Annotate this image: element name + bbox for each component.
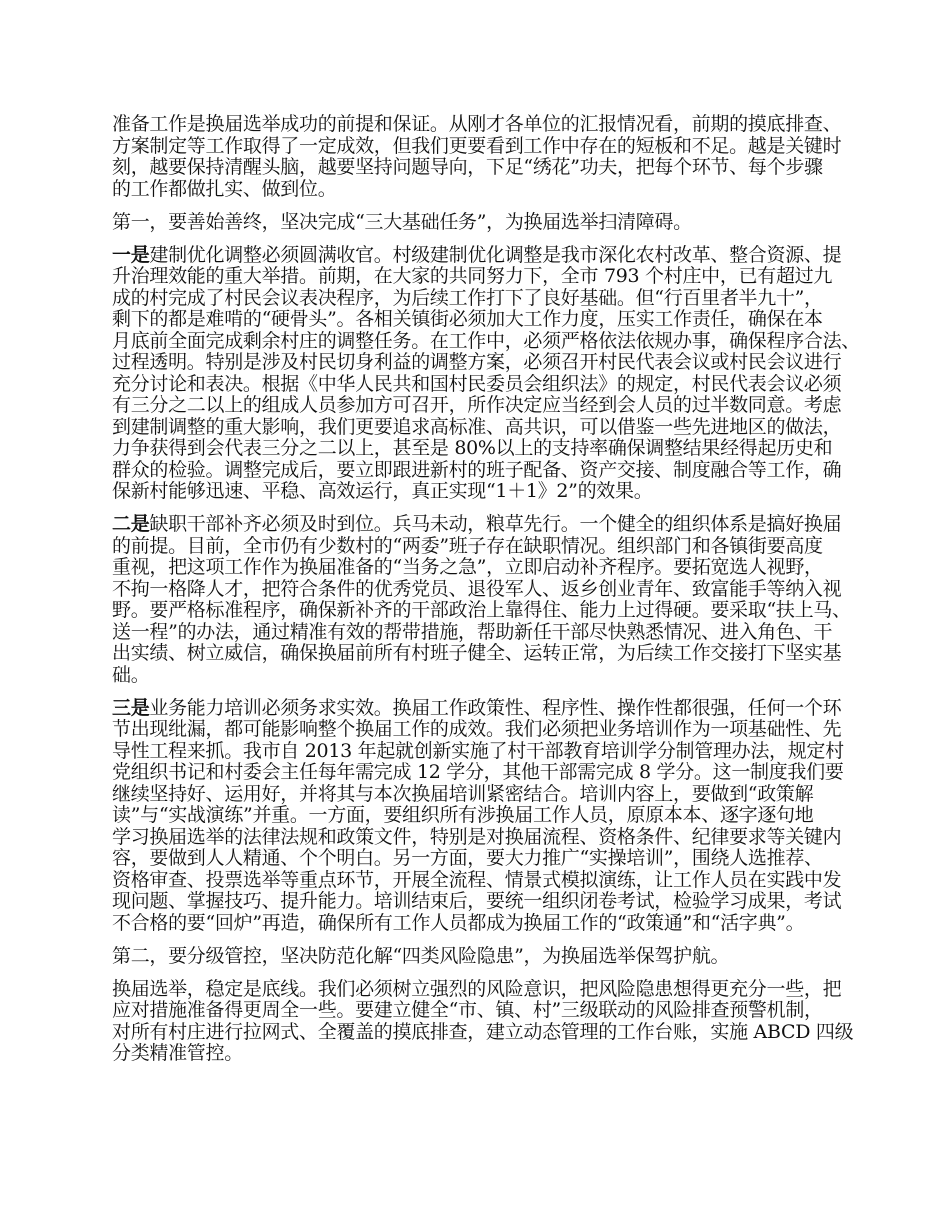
line-text: 换届选举，稳定是底线。我们必须树立强烈的风险意识，把风险隐患想得更充分一些，把	[112, 977, 842, 1000]
line-text: 月底前全面完成剩余村庄的调整任务。在工作中，必须严格依法依规办事，确保程序合法、	[112, 329, 861, 352]
line-text: 充分讨论和表决。根据《中华人民共和国村民委员会组织法》的规定，村民代表会议必须	[112, 372, 842, 395]
line-text: 重视，把这项工作作为换届准备的“当务之急”，立即启动补齐程序。要拓宽选人视野，	[112, 556, 823, 578]
paragraph-lead: 一是	[112, 243, 150, 266]
line-text: 的工作都做扎实、做到位。	[112, 177, 337, 200]
paragraph	[112, 513, 851, 686]
text-line	[112, 352, 847, 374]
line-text: 不合格的要“回炉”再造，确保所有工作人员都成为换届工作的“政策通”和“活字典”。	[112, 911, 805, 934]
text-line	[112, 309, 847, 331]
line-text: 送一程”的办法，通过精准有效的帮带措施，帮助新任干部尽快熟悉情况、进入角色、干	[112, 620, 833, 643]
text-line	[112, 114, 847, 136]
paragraph-lead: 三是	[112, 696, 150, 719]
paragraph	[112, 114, 847, 200]
text-line	[112, 891, 847, 913]
line-text: 的前提。目前，全市仍有少数村的“两委”班子存在缺职情况。组织部门和各镇街要高度	[112, 534, 823, 557]
line-text: 剩下的都是难啃的“硬骨头”。各相关镇街必须加大工作力度，压实工作责任，确保在本	[112, 308, 823, 330]
text-line	[112, 212, 847, 234]
line-text: 第一，要善始善终，坚决完成“三大基础任务”，为换届选举扫清障碍。	[112, 210, 692, 233]
text-line	[112, 848, 847, 870]
line-text: 方案制定等工作取得了一定成效，但我们更要看到工作中存在的短板和不足。越是关键时	[112, 134, 842, 157]
text-line	[112, 514, 847, 536]
line-text: 准备工作是换届选举成功的前提和保证。从刚才各单位的汇报情况看，前期的摸底排查、	[112, 113, 842, 135]
paragraph	[112, 212, 847, 234]
line-text: 资格审查、投票选举等重点环节，开展全流程、情景式模拟演练，让工作人员在实践中发	[112, 868, 842, 891]
text-line	[112, 1043, 847, 1065]
line-text: 刻，越要保持清醒头脑，越要坚持问题导向，下足“绣花”功夫，把每个环节、每个步骤	[112, 156, 823, 178]
paragraph	[112, 243, 861, 503]
line-text: 野。要严格标准程序，确保新补齐的干部政治上靠得住、能力上过得硬。要采取“扶上马、	[112, 599, 851, 621]
line-text: 继续坚持好、运用好，并将其与本次换届培训紧密结合。培训内容上，要做到“政策解	[112, 782, 814, 805]
text-line	[112, 913, 847, 935]
line-text: 业务能力培训必须务求实效。换届工作政策性、程序性、操作性都很强，任何一个环	[149, 696, 842, 719]
line-text: 建制优化调整必须圆满收官。村级建制优化调整是我市深化农村改革、整合资源、提	[149, 243, 842, 266]
text-line	[112, 157, 847, 179]
text-line	[112, 979, 847, 1001]
text-line	[112, 665, 847, 687]
paragraph	[112, 698, 847, 935]
document-body	[112, 113, 861, 1076]
text-line	[112, 579, 847, 601]
text-line	[112, 1000, 847, 1022]
line-text: 成的村完成了村民会议表决程序，为后续工作打下了良好基础。但“行百里者半九十”，	[112, 286, 823, 309]
text-line	[112, 827, 847, 849]
text-line	[112, 245, 847, 267]
line-text: 升治理效能的重大举措。前期，在大家的共同努力下，全市 793 个村庄中，已有超过九	[112, 265, 833, 287]
text-line	[112, 481, 847, 503]
line-text: 容，要做到人人精通、个个明白。另一方面，要大力推广“实操培训”，围绕人选推荐、	[112, 847, 823, 869]
paragraph-lead: 二是	[112, 513, 150, 535]
text-line	[112, 719, 847, 741]
text-line	[112, 288, 847, 310]
line-text: 有三分之二以上的组成人员参加方可召开，所作决定应当经到会人员的过半数同意。考虑	[112, 394, 842, 416]
line-text: 缺职干部补齐必须及时到位。兵马未动，粮草先行。一个健全的组织体系是搞好换届	[149, 513, 842, 535]
text-line	[112, 536, 847, 558]
line-text: 不拘一格降人才，把符合条件的优秀党员、退役军人、返乡创业青年、致富能手等纳入视	[112, 577, 842, 600]
text-line	[112, 374, 847, 396]
text-line	[112, 622, 847, 644]
line-text: 础。	[112, 663, 150, 686]
line-text: 到建制调整的重大影响，我们更要追求高标准、高共识，可以借鉴一些先进地区的做法，	[112, 415, 842, 438]
line-text: 过程透明。特别是涉及村民切身利益的调整方案，必须召开村民代表会议或村民会议进行	[112, 351, 842, 373]
text-line	[112, 395, 847, 417]
text-line	[112, 946, 847, 968]
line-text: 出实绩、树立威信，确保换届前所有村班子健全、运转正常，为后续工作交接打下坚实基	[112, 642, 842, 664]
line-text: 学习换届选举的法律法规和政策文件，特别是对换届流程、资格条件、纪律要求等关键内	[112, 825, 842, 848]
line-text: 第二，要分级管控，坚决防范化解“四类风险隐患”，为换届选举保驾护航。	[112, 944, 730, 967]
line-text: 应对措施准备得更周全一些。要建立健全“市、镇、村”三级联动的风险排查预警机制，	[112, 999, 823, 1021]
text-line	[112, 870, 847, 892]
text-line	[112, 266, 847, 288]
text-line	[112, 438, 847, 460]
text-line	[112, 643, 847, 665]
text-line	[112, 557, 847, 579]
line-text: 现问题、掌握技巧、提升能力。培训结束后，要统一组织闭卷考试，检验学习成果，考试	[112, 890, 842, 912]
line-text: 党组织书记和村委会主任每年需完成 12 学分，其他干部需完成 8 学分。这一制度我们要	[112, 761, 844, 783]
line-text: 读”与“实战演练”并重。一方面，要组织所有涉换届工作人员，原原本本、逐字逐句地	[112, 804, 814, 826]
paragraph	[112, 977, 854, 1065]
text-line	[112, 179, 847, 201]
text-line	[112, 136, 847, 158]
line-text: 对所有村庄进行拉网式、全覆盖的摸底排查，建立动态管理的工作台账，实施 ABCD 四级	[112, 1020, 854, 1043]
paragraph	[112, 946, 847, 968]
text-line	[112, 599, 851, 622]
line-text: 群众的检验。调整完成后，要立即跟进新村的班子配备、资产交接、制度融合等工作，确	[112, 458, 842, 481]
text-line	[112, 460, 847, 482]
text-line	[112, 329, 861, 353]
text-line	[112, 784, 847, 806]
line-text: 节出现纰漏，都可能影响整个换届工作的成效。我们必须把业务培训作为一项基础性、先	[112, 718, 842, 740]
text-line	[112, 417, 847, 439]
text-line	[112, 698, 847, 720]
line-text: 力争获得到会代表三分之二以上，甚至是 80%以上的支持率确保调整结果经得起历史和	[112, 437, 833, 459]
line-text: 分类精准管控。	[112, 1042, 243, 1064]
text-line	[112, 1020, 854, 1044]
text-line	[112, 741, 847, 763]
text-line	[112, 762, 847, 784]
text-line	[112, 805, 847, 827]
line-text: 导性工程来抓。我市自 2013 年起就创新实施了村干部教育培训学分制管理办法，规定村	[112, 739, 844, 762]
line-text: 保新村能够迅速、平稳、高效运行，真正实现“1＋1》2”的效果。	[112, 480, 653, 502]
